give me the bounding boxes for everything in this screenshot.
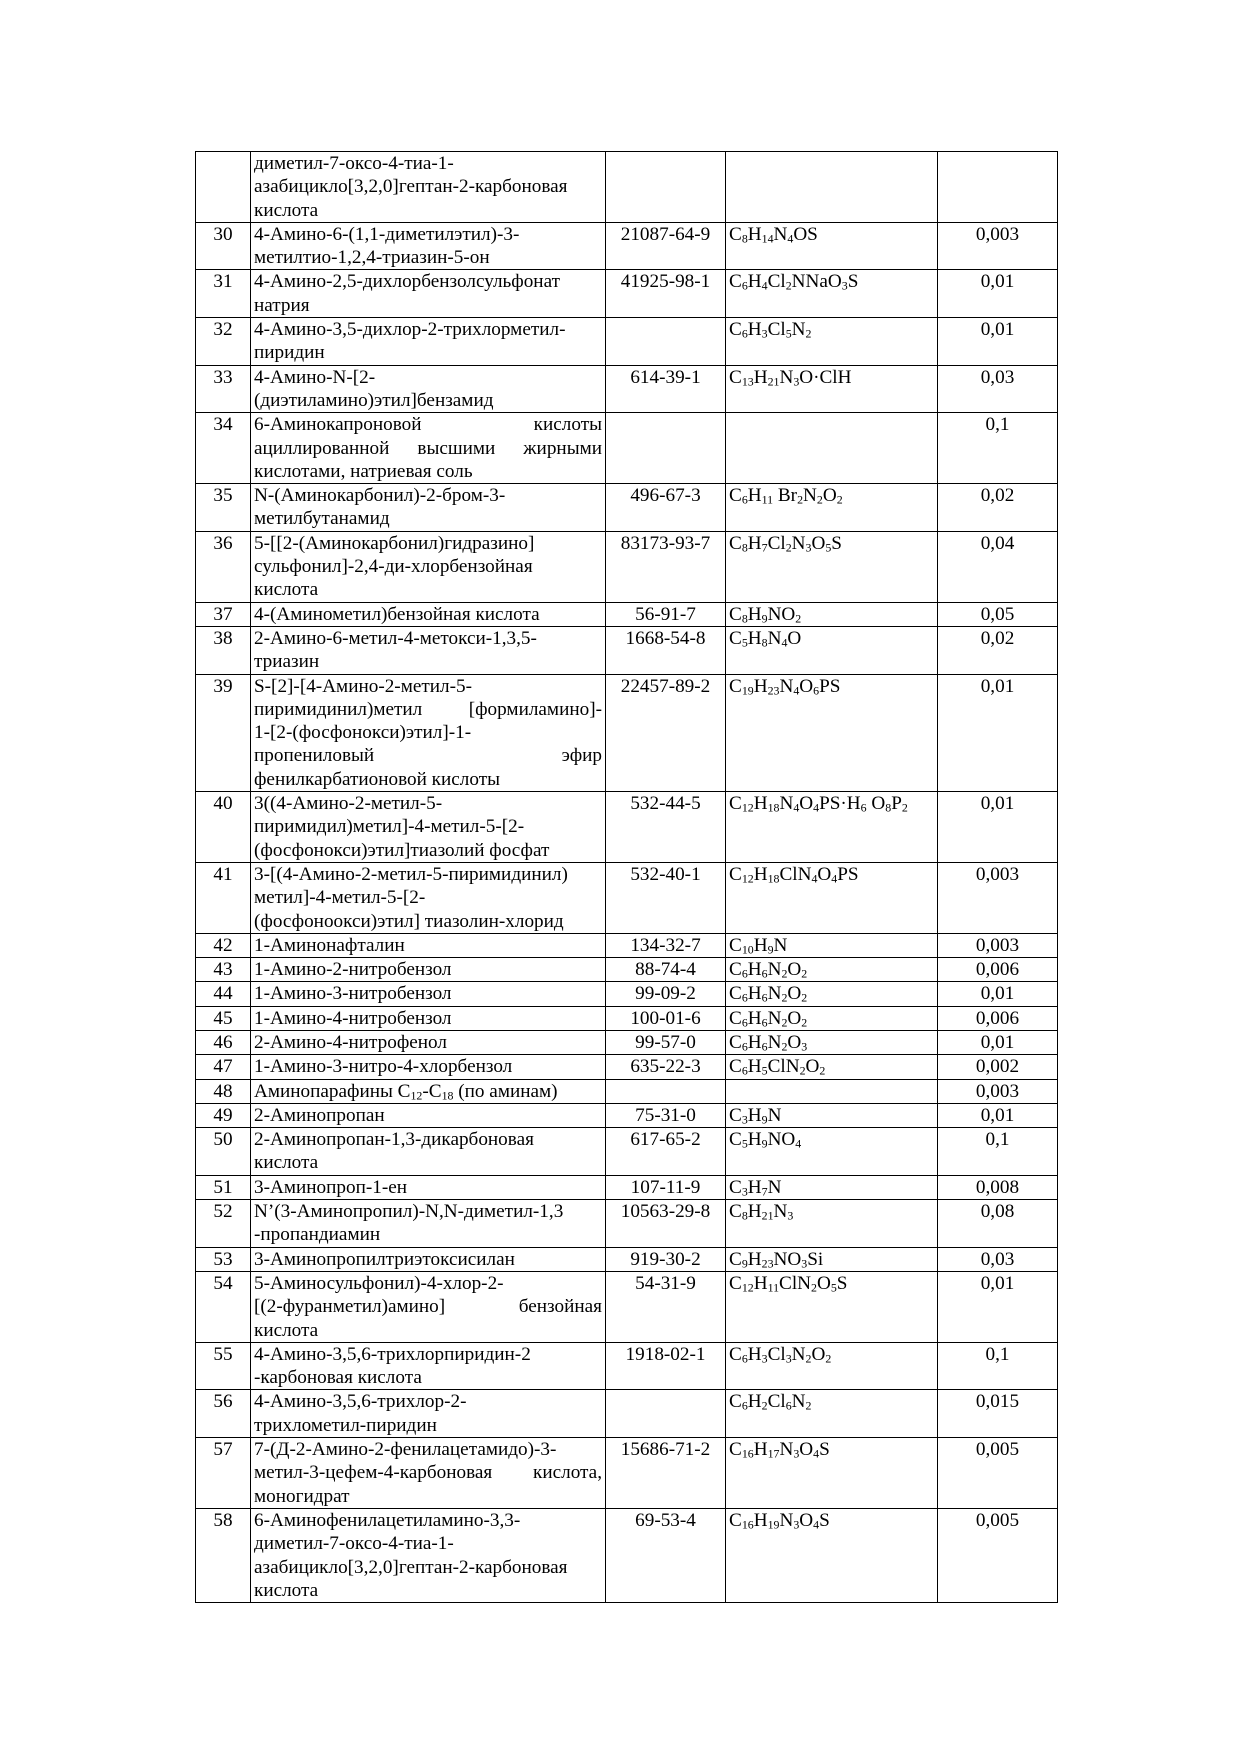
table-row — [196, 674, 1058, 791]
cas-number: 1668-54-8 — [606, 626, 726, 674]
limit-value: 0,003 — [938, 862, 1058, 933]
cas-number: 22457-89-2 — [606, 674, 726, 791]
table-row — [196, 270, 1058, 318]
row-number: 53 — [196, 1247, 251, 1271]
limit-value — [938, 152, 1058, 223]
chemical-formula: $C_{19}H_{23}N_4O_6PS$ — [726, 674, 938, 791]
row-number: 35 — [196, 484, 251, 532]
table-row — [196, 1175, 1058, 1199]
row-number: 51 — [196, 1175, 251, 1199]
limit-value: 0,03 — [938, 1247, 1058, 1271]
cas-number: 532-40-1 — [606, 862, 726, 933]
table-row — [196, 1342, 1058, 1390]
table-row — [196, 1438, 1058, 1509]
chemical-formula: $C_6H_6N_2O_2$ — [726, 1006, 938, 1030]
cas-number: 99-57-0 — [606, 1030, 726, 1054]
limit-value: 0,1 — [938, 1342, 1058, 1390]
table-row — [196, 1508, 1058, 1602]
substance-name: 3-Аминопроп-1-ен — [251, 1175, 606, 1199]
table-row — [196, 862, 1058, 933]
substance-name: 3-[(4-Амино-2-метил-5-пиримидинил) метил]-4-метил-5-[2- (фосфоноокси)этил] тиазолин-хлорид — [251, 862, 606, 933]
cas-number: 99-09-2 — [606, 982, 726, 1006]
substance-name: 2-Амино-6-метил-4-метокси-1,3,5- триазин — [251, 626, 606, 674]
row-number: 42 — [196, 933, 251, 957]
table-row — [196, 318, 1058, 366]
table-row — [196, 626, 1058, 674]
chemical-formula: $C_8H_9NO_2$ — [726, 602, 938, 626]
table-row — [196, 1128, 1058, 1176]
cas-number — [606, 318, 726, 366]
substance-name: 2-Амино-4-нитрофенол — [251, 1030, 606, 1054]
chemical-formula: $C_6H_3Cl_5N_2$ — [726, 318, 938, 366]
cas-number: 88-74-4 — [606, 958, 726, 982]
row-number — [196, 152, 251, 223]
substance-name: 2-Аминопропан — [251, 1103, 606, 1127]
chemical-formula: $C_6H_6N_2O_2$ — [726, 958, 938, 982]
limit-value: 0,08 — [938, 1200, 1058, 1248]
row-number: 46 — [196, 1030, 251, 1054]
table-row — [196, 1030, 1058, 1054]
substance-name: 4-Амино-6-(1,1-диметилэтил)-3- метилтио-1,2,4-триазин-5-он — [251, 222, 606, 270]
row-number: 58 — [196, 1508, 251, 1602]
substance-name: 4-(Аминометил)бензойная кислота — [251, 602, 606, 626]
cas-number: 56-91-7 — [606, 602, 726, 626]
table-row — [196, 222, 1058, 270]
table-row — [196, 792, 1058, 863]
limit-value: 0,005 — [938, 1438, 1058, 1509]
substance-name: 5-Аминосульфонил)-4-хлор-2- [(2-фуранметил)амино] бензойная кислота — [251, 1271, 606, 1342]
row-number: 57 — [196, 1438, 251, 1509]
table-row — [196, 413, 1058, 484]
substance-name: 1-Амино-4-нитробензол — [251, 1006, 606, 1030]
chemical-formula: $C_6H_4Cl_2NNaO_3S$ — [726, 270, 938, 318]
cas-number: 107-11-9 — [606, 1175, 726, 1199]
cas-number: 614-39-1 — [606, 365, 726, 413]
table-row — [196, 531, 1058, 602]
substance-name: N’(3-Аминопропил)-N,N-диметил-1,3 -пропандиамин — [251, 1200, 606, 1248]
table-row — [196, 933, 1058, 957]
limit-value: 0,003 — [938, 1079, 1058, 1103]
cas-number: 41925-98-1 — [606, 270, 726, 318]
row-number: 48 — [196, 1079, 251, 1103]
row-number: 37 — [196, 602, 251, 626]
limit-value: 0,01 — [938, 982, 1058, 1006]
chemical-formula: $C_6H_2Cl_6N_2$ — [726, 1390, 938, 1438]
cas-number: 919-30-2 — [606, 1247, 726, 1271]
substance-name: 4-Амино-3,5-дихлор-2-трихлорметил- пиридин — [251, 318, 606, 366]
chemical-formula: $C_6H_6N_2O_2$ — [726, 982, 938, 1006]
cas-number: 83173-93-7 — [606, 531, 726, 602]
substance-name: 1-Аминонафталин — [251, 933, 606, 957]
limit-value: 0,01 — [938, 1103, 1058, 1127]
table-row — [196, 1271, 1058, 1342]
limit-value: 0,006 — [938, 1006, 1058, 1030]
limit-value: 0,006 — [938, 958, 1058, 982]
cas-number — [606, 1079, 726, 1103]
chemical-formula: $C_{16}H_{19}N_3O_4S$ — [726, 1508, 938, 1602]
row-number: 50 — [196, 1128, 251, 1176]
substance-name: Аминопарафины $C_{12}-C_{18}$ (по аминам) — [251, 1079, 606, 1103]
table-row — [196, 1055, 1058, 1079]
cas-number: 635-22-3 — [606, 1055, 726, 1079]
row-number: 33 — [196, 365, 251, 413]
cas-number — [606, 1390, 726, 1438]
cas-number: 69-53-4 — [606, 1508, 726, 1602]
limit-value: 0,003 — [938, 222, 1058, 270]
substance-name: 4-Амино-2,5-дихлорбензолсульфонат натрия — [251, 270, 606, 318]
chemical-formula: $C_{12}H_{18}N_4O_4PS\cdot H_6$ $O_8P_2$ — [726, 792, 938, 863]
substance-name: N-(Аминокарбонил)-2-бром-3- метилбутанамид — [251, 484, 606, 532]
chemical-formula: $C_{12}H_{11}ClN_2O_5S$ — [726, 1271, 938, 1342]
cas-number: 617-65-2 — [606, 1128, 726, 1176]
row-number: 47 — [196, 1055, 251, 1079]
limit-value: 0,01 — [938, 318, 1058, 366]
row-number: 38 — [196, 626, 251, 674]
table-row — [196, 1006, 1058, 1030]
substance-name: 3-Аминопропилтриэтоксисилан — [251, 1247, 606, 1271]
limit-value: 0,008 — [938, 1175, 1058, 1199]
table-row — [196, 1390, 1058, 1438]
chemical-formula: $C_3H_9N$ — [726, 1103, 938, 1127]
substance-name: 6-Аминокапроновой кислоты ациллированной высшими жирными кислотами, натриевая соль — [251, 413, 606, 484]
chemical-formula: $C_8H_{14}N_4OS$ — [726, 222, 938, 270]
cas-number: 10563-29-8 — [606, 1200, 726, 1248]
substance-name: 1-Амино-3-нитробензол — [251, 982, 606, 1006]
limit-value: 0,01 — [938, 1271, 1058, 1342]
cas-number — [606, 152, 726, 223]
cas-number: 15686-71-2 — [606, 1438, 726, 1509]
substance-name: 1-Амино-2-нитробензол — [251, 958, 606, 982]
limit-value: 0,015 — [938, 1390, 1058, 1438]
cas-number: 21087-64-9 — [606, 222, 726, 270]
chemical-formula: $C_6H_{11}$ $Br_2N_2O_2$ — [726, 484, 938, 532]
substance-name: 4-Амино-3,5,6-трихлор-2- трихлометил-пиридин — [251, 1390, 606, 1438]
row-number: 55 — [196, 1342, 251, 1390]
table-row — [196, 365, 1058, 413]
chemical-formula: $C_5H_9NO_4$ — [726, 1128, 938, 1176]
row-number: 43 — [196, 958, 251, 982]
row-number: 36 — [196, 531, 251, 602]
row-number: 44 — [196, 982, 251, 1006]
chemical-formula: $C_{12}H_{18}ClN_4O_4PS$ — [726, 862, 938, 933]
row-number: 49 — [196, 1103, 251, 1127]
cas-number: 532-44-5 — [606, 792, 726, 863]
chemical-formula: $C_8H_{21}N_3$ — [726, 1200, 938, 1248]
table-body — [196, 152, 1058, 1603]
chemical-formula: $C_9H_{23}NO_3Si$ — [726, 1247, 938, 1271]
limit-value: 0,02 — [938, 626, 1058, 674]
chemical-formula: $C_5H_8N_4O$ — [726, 626, 938, 674]
chemical-formula: $C_{10}H_9N$ — [726, 933, 938, 957]
chemical-formula: $C_6H_6N_2O_3$ — [726, 1030, 938, 1054]
row-number: 41 — [196, 862, 251, 933]
row-number: 56 — [196, 1390, 251, 1438]
limit-value: 0,1 — [938, 413, 1058, 484]
limit-value: 0,005 — [938, 1508, 1058, 1602]
limit-value: 0,003 — [938, 933, 1058, 957]
chemical-formula — [726, 413, 938, 484]
limit-value: 0,01 — [938, 792, 1058, 863]
limit-value: 0,002 — [938, 1055, 1058, 1079]
row-number: 30 — [196, 222, 251, 270]
table-row — [196, 1079, 1058, 1103]
substance-name: 6-Аминофенилацетиламино-3,3- диметил-7-оксо-4-тиа-1- азабицикло[3,2,0]гептан-2-карбоновая кислота — [251, 1508, 606, 1602]
limit-value: 0,04 — [938, 531, 1058, 602]
limit-value: 0,01 — [938, 1030, 1058, 1054]
row-number: 34 — [196, 413, 251, 484]
row-number: 45 — [196, 1006, 251, 1030]
row-number: 40 — [196, 792, 251, 863]
table-row — [196, 602, 1058, 626]
limit-value: 0,03 — [938, 365, 1058, 413]
chemical-formula: $C_3H_7N$ — [726, 1175, 938, 1199]
chemical-formula: $C_6H_5ClN_2O_2$ — [726, 1055, 938, 1079]
cas-number: 496-67-3 — [606, 484, 726, 532]
table-row — [196, 152, 1058, 223]
limit-value: 0,01 — [938, 674, 1058, 791]
substance-name: 5-[[2-(Аминокарбонил)гидразино] сульфонил]-2,4-ди-хлорбензойная кислота — [251, 531, 606, 602]
table-row — [196, 484, 1058, 532]
limit-value: 0,02 — [938, 484, 1058, 532]
row-number: 54 — [196, 1271, 251, 1342]
row-number: 32 — [196, 318, 251, 366]
chemical-formula: $C_6H_3Cl_3N_2O_2$ — [726, 1342, 938, 1390]
chemical-formula: $C_{16}H_{17}N_3O_4S$ — [726, 1438, 938, 1509]
row-number: 39 — [196, 674, 251, 791]
cas-number: 100-01-6 — [606, 1006, 726, 1030]
cas-number: 134-32-7 — [606, 933, 726, 957]
table-row — [196, 958, 1058, 982]
substance-name: 4-Амино-3,5,6-трихлорпиридин-2 -карбоновая кислота — [251, 1342, 606, 1390]
substance-name: S-[2]-[4-Амино-2-метил-5- пиримидинил)метил [формиламино]- 1-[2-(фосфонокси)этил]-1- пропениловый эфир фенилкарбатионовой кислоты — [251, 674, 606, 791]
substance-name: 2-Аминопропан-1,3-дикарбоновая кислота — [251, 1128, 606, 1176]
chemical-formula: $C_{13}H_{21}N_3O\cdot ClH$ — [726, 365, 938, 413]
cas-number: 54-31-9 — [606, 1271, 726, 1342]
table-row — [196, 1200, 1058, 1248]
substance-name: диметил-7-оксо-4-тиа-1- азабицикло[3,2,0]гептан-2-карбоновая кислота — [251, 152, 606, 223]
substance-name: 7-(Д-2-Амино-2-фенилацетамидо)-3- метил-3-цефем-4-карбоновая кислота, моногидрат — [251, 1438, 606, 1509]
cas-number: 1918-02-1 — [606, 1342, 726, 1390]
row-number: 52 — [196, 1200, 251, 1248]
table-row — [196, 1103, 1058, 1127]
limit-value: 0,01 — [938, 270, 1058, 318]
cas-number: 75-31-0 — [606, 1103, 726, 1127]
chemical-formula — [726, 1079, 938, 1103]
table-row — [196, 982, 1058, 1006]
substance-name: 3((4-Амино-2-метил-5- пиримидил)метил]-4-метил-5-[2- (фосфонокси)этил]тиазолий фосфат — [251, 792, 606, 863]
limit-value: 0,05 — [938, 602, 1058, 626]
substance-name: 1-Амино-3-нитро-4-хлорбензол — [251, 1055, 606, 1079]
limit-value: 0,1 — [938, 1128, 1058, 1176]
table-row — [196, 1247, 1058, 1271]
cas-number — [606, 413, 726, 484]
substance-name: 4-Амино-N-[2- (диэтиламино)этил]бензамид — [251, 365, 606, 413]
chemical-formula — [726, 152, 938, 223]
substances-table — [195, 151, 1058, 1603]
row-number: 31 — [196, 270, 251, 318]
chemical-formula: $C_8H_7Cl_2N_3O_5S$ — [726, 531, 938, 602]
